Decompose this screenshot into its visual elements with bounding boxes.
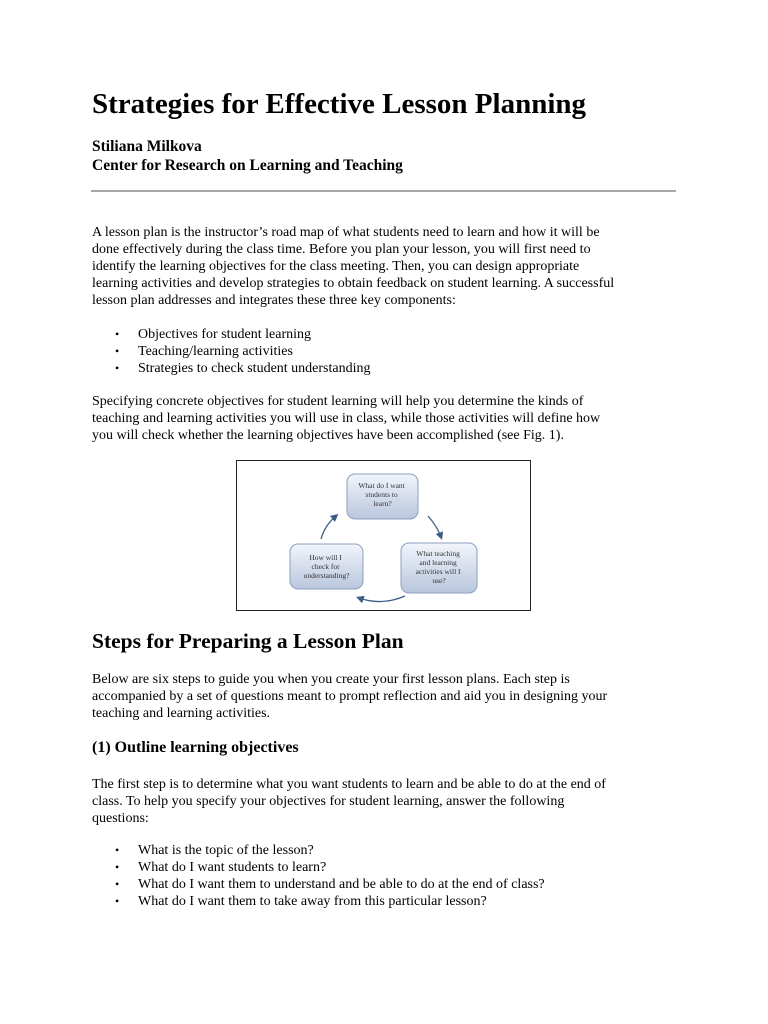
- bullet-icon: •: [115, 344, 120, 358]
- steps-intro-line: teaching and learning activities.: [92, 706, 271, 721]
- arrow-left-to-top: [321, 516, 336, 539]
- node-text-line: What teaching: [416, 549, 460, 558]
- intro-line: A lesson plan is the instructor’s road map of what students need to learn and how it will be: [92, 225, 600, 240]
- cycle-diagram: [237, 461, 530, 610]
- author-name: Stiliana Milkova: [92, 138, 202, 155]
- list-item-text: What do I want them to understand and be able to do at the end of class?: [138, 877, 545, 892]
- components-list: [92, 326, 371, 377]
- step1-intro-line: class. To help you specify your objectives for student learning, answer the following: [92, 794, 565, 809]
- steps-intro-paragraph: [92, 671, 682, 722]
- specifying-line: Specifying concrete objectives for student learning will help you determine the kinds of: [92, 394, 584, 409]
- intro-line: done effectively during the class time. Before you plan your lesson, you will first need to: [92, 242, 591, 257]
- steps-intro-line: Below are six steps to guide you when you create your first lesson plans. Each step is: [92, 672, 570, 687]
- list-item: [92, 876, 545, 893]
- list-item-text: Objectives for student learning: [138, 327, 312, 342]
- bullet-icon: •: [115, 860, 120, 874]
- bullet-icon: •: [115, 843, 120, 857]
- node-text-line: use?: [432, 576, 446, 585]
- intro-line: lesson plan addresses and integrates these three key components:: [92, 293, 456, 308]
- list-item: [92, 360, 371, 377]
- bullet-icon: •: [115, 877, 120, 891]
- document-title: Strategies for Effective Lesson Planning: [92, 88, 587, 120]
- step1-intro-line: questions:: [92, 811, 149, 826]
- author-affiliation: Center for Research on Learning and Teaching: [92, 157, 403, 174]
- bullet-icon: •: [115, 894, 120, 908]
- node-text-line: How will I: [309, 553, 342, 562]
- list-item: [92, 326, 371, 343]
- intro-line: identify the learning objectives for the class meeting. Then, you can design appropriate: [92, 259, 580, 274]
- list-item: [92, 842, 545, 859]
- step1-intro-paragraph: [92, 776, 682, 827]
- list-item: [92, 343, 371, 360]
- steps-intro-line: accompanied by a set of questions meant to prompt reflection and aid you in designing your: [92, 689, 608, 704]
- list-item-text: What is the topic of the lesson?: [138, 843, 314, 858]
- list-item-text: Teaching/learning activities: [138, 344, 293, 359]
- lesson-plan-cycle-figure: [236, 460, 531, 611]
- list-item: [92, 859, 545, 876]
- arrow-top-to-right: [428, 516, 441, 537]
- steps-heading: Steps for Preparing a Lesson Plan: [92, 629, 404, 653]
- specifying-line: teaching and learning activities you will use in class, while those activities will define how: [92, 411, 601, 426]
- specifying-paragraph: [92, 393, 682, 444]
- step1-heading: (1) Outline learning objectives: [92, 739, 299, 756]
- node-text-line: students to: [365, 490, 398, 499]
- list-item-text: What do I want them to take away from this particular lesson?: [138, 894, 487, 909]
- header-divider: [91, 190, 676, 192]
- arrow-right-to-left: [359, 596, 405, 602]
- node-text-line: and learning: [419, 558, 457, 567]
- node-text-line: activities will I: [415, 567, 461, 576]
- step1-questions-list: [92, 842, 545, 910]
- list-item: [92, 893, 545, 910]
- intro-line: learning activities and develop strategies to obtain feedback on student learning. A successful: [92, 276, 615, 291]
- node-text-line: What do I want: [358, 481, 405, 490]
- bullet-icon: •: [115, 361, 120, 375]
- bullet-icon: •: [115, 327, 120, 341]
- step1-intro-line: The first step is to determine what you want students to learn and be able to do at the end of: [92, 777, 606, 792]
- list-item-text: What do I want students to learn?: [138, 860, 327, 875]
- specifying-line: you will check whether the learning objectives have been accomplished (see Fig. 1).: [92, 428, 564, 443]
- node-text-line: learn?: [373, 499, 392, 508]
- node-text-line: check for: [311, 562, 340, 571]
- intro-paragraph: [92, 224, 682, 309]
- list-item-text: Strategies to check student understanding: [138, 361, 371, 376]
- node-text-line: understanding?: [303, 571, 350, 580]
